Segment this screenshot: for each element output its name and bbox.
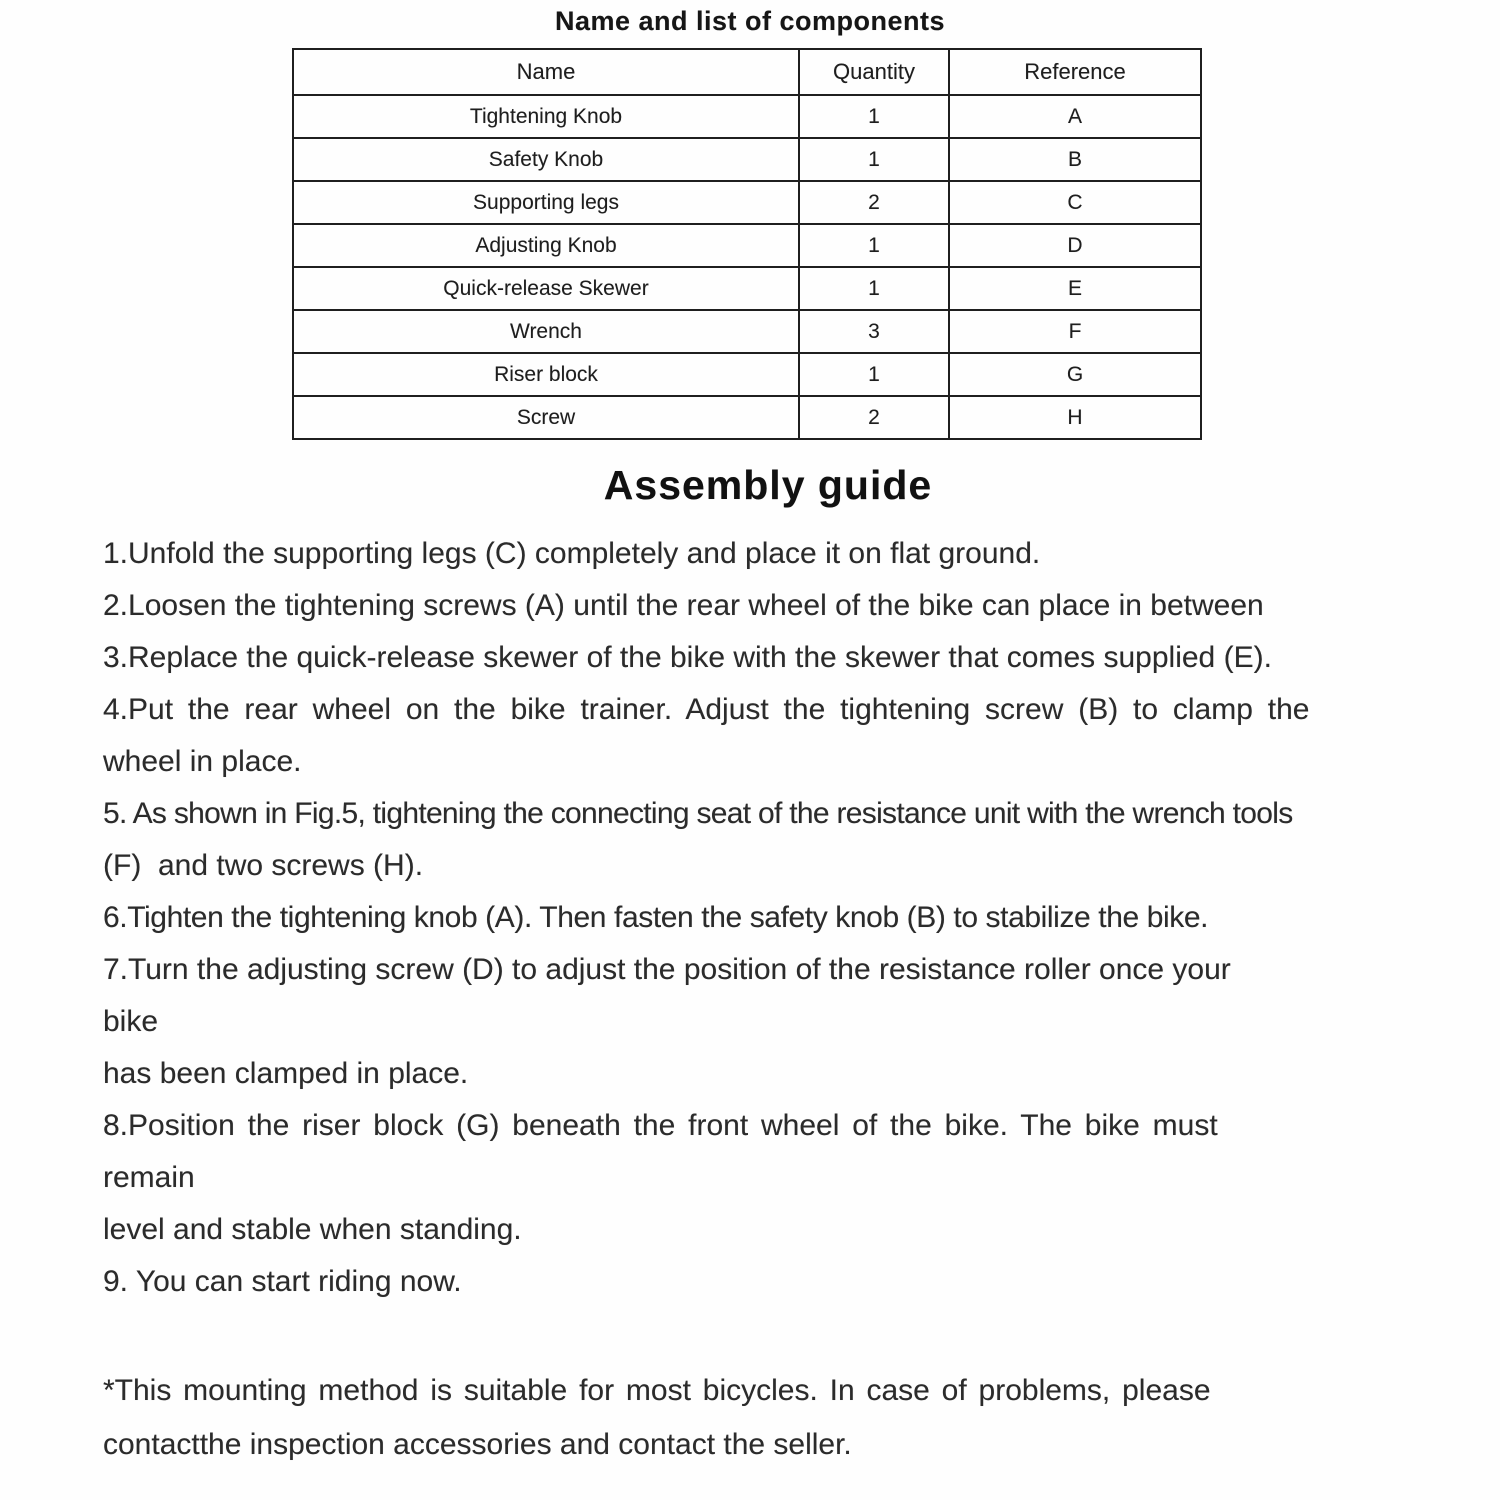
cell-quantity: 2 (799, 396, 949, 439)
instruction-line: 7.Turn the adjusting screw (D) to adjust the position of the resistance roller once your (103, 953, 1231, 986)
column-header-name: Name (293, 49, 799, 95)
cell-quantity: 1 (799, 353, 949, 396)
table-row (293, 224, 1201, 267)
instruction-line: 4.Put the rear wheel on the bike trainer. Adjust the tightening screw (B) to clamp the (103, 693, 1310, 726)
cell-quantity: 1 (799, 138, 949, 181)
cell-quantity: 1 (799, 224, 949, 267)
table-row (293, 267, 1201, 310)
cell-name: Safety Knob (293, 138, 799, 181)
components-list-title: Name and list of components (554, 6, 946, 36)
table-row (293, 396, 1201, 439)
cell-name: Tightening Knob (293, 95, 799, 138)
cell-name: Adjusting Knob (293, 224, 799, 267)
instruction-line: 6.Tighten the tightening knob (A). Then fasten the safety knob (B) to stabilize the bike. (103, 901, 1209, 934)
cell-reference: G (949, 353, 1201, 396)
cell-quantity: 2 (799, 181, 949, 224)
instruction-line: has been clamped in place. (103, 1057, 469, 1090)
cell-name: Quick-release Skewer (293, 267, 799, 310)
cell-name: Screw (293, 396, 799, 439)
instruction-line: 2.Loosen the tightening screws (A) until the rear wheel of the bike can place in between (103, 589, 1264, 622)
cell-quantity: 1 (799, 267, 949, 310)
table-row (293, 138, 1201, 181)
cell-quantity: 1 (799, 95, 949, 138)
components-table (292, 48, 1202, 440)
cell-reference: E (949, 267, 1201, 310)
cell-reference: A (949, 95, 1201, 138)
cell-reference: H (949, 396, 1201, 439)
cell-reference: B (949, 138, 1201, 181)
instruction-line: bike (103, 1005, 159, 1038)
instruction-line: wheel in place. (103, 745, 302, 778)
footnote-line: *This mounting method is suitable for most bicycles. In case of problems, please (103, 1374, 1211, 1407)
cell-reference: D (949, 224, 1201, 267)
cell-name: Riser block (293, 353, 799, 396)
table-header-row (293, 49, 1201, 95)
instruction-line: 8.Position the riser block (G) beneath the front wheel of the bike. The bike must (103, 1109, 1218, 1142)
table-row (293, 181, 1201, 224)
footnote-line: contactthe inspection accessories and contact the seller. (103, 1428, 852, 1461)
instruction-line: remain (103, 1161, 195, 1194)
column-header-reference: Reference (949, 49, 1201, 95)
footnote (103, 1364, 1397, 1472)
instruction-line: 9. You can start riding now. (103, 1265, 462, 1298)
instruction-line: 3.Replace the quick-release skewer of the bike with the skewer that comes supplied (E). (103, 641, 1272, 674)
assembly-guide-title: Assembly guide (603, 462, 933, 508)
cell-reference: C (949, 181, 1201, 224)
table-row (293, 310, 1201, 353)
cell-name: Wrench (293, 310, 799, 353)
instruction-line: (F) and two screws (H). (103, 849, 424, 882)
cell-name: Supporting legs (293, 181, 799, 224)
instruction-line: 1.Unfold the supporting legs (C) completely and place it on flat ground. (103, 537, 1041, 570)
table-row (293, 353, 1201, 396)
column-header-quantity: Quantity (799, 49, 949, 95)
assembly-instructions (103, 528, 1397, 1472)
instruction-line: level and stable when standing. (103, 1213, 522, 1246)
table-row (293, 95, 1201, 138)
cell-quantity: 3 (799, 310, 949, 353)
cell-reference: F (949, 310, 1201, 353)
instruction-line: 5. As shown in Fig.5, tightening the connecting seat of the resistance unit with the wrench tools (103, 797, 1293, 830)
